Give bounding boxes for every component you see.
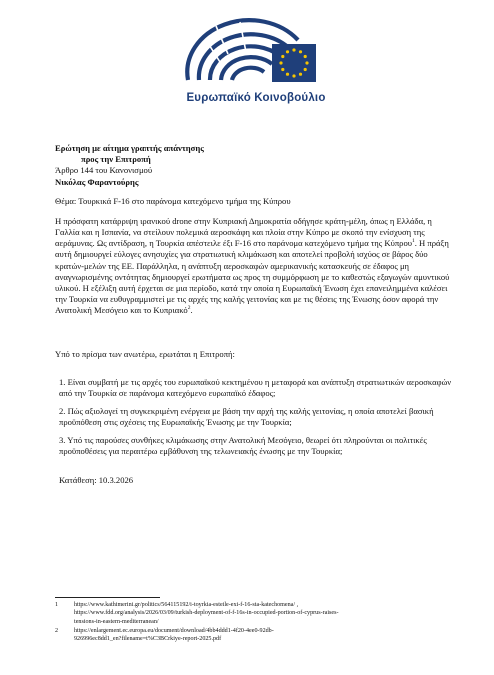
european-parliament-logo: [166, 18, 346, 110]
question-item-3: 3. Υπό τις παρούσες συνθήκες κλιμάκωσης στην Ανατολική Μεσόγειο, θεωρεί ότι πληρούνται οι πολιτικές προϋποθέσεις για περαιτέρω εμβάθυνση της τελωνειακής ένωσης με την Τουρκία;: [59, 435, 427, 457]
footnote-link-continuation[interactable]: 926996ec8dd1_en?filename=t%C3BCrkiye-report-2025.pdf: [74, 636, 222, 643]
hemicycle-emblem-icon: [176, 18, 336, 90]
paragraph-end: .: [190, 305, 193, 316]
footnote-1: [55, 601, 455, 626]
footnote-link[interactable]: https://www.kathimerini.gr/politics/564115192/i-toyrkia-esteile-exi-f-16-sta-katechomena/ ,: [74, 602, 299, 608]
footnote-separator: [55, 597, 160, 598]
footnote-link[interactable]: https://enlargement.ec.europa.eu/document/download/4bb4ddd1-4f20-4ee0-92db-: [74, 628, 274, 634]
paragraph-text: Η πρόσφατη κατάρριψη ιρανικού drone στην Κυπριακή Δημοκρατία οδήγησε κράτη-μέλη, όπως η Ελλάδα, η Γαλλία και η Ισπανία, να στείλουν πολεμικά αεροσκάφη και πλοία στην Κύπρο με σκοπό την ενίσχυση της αεράμυνας. Ως αντίδραση, η Τουρκία απέστειλε έξι F-16 στο παράνομα κατεχόμενο τμήμα της Κύπρου: [55, 216, 432, 249]
footnote-number: 2: [55, 628, 59, 634]
question-author: Νικόλας Φαραντούρης: [55, 176, 139, 187]
question-item-1: 1. Είναι συμβατή με τις αρχές του ευρωπαϊκού κεκτημένου η μεταφορά και ανάπτυξη στρατιωτικών αεροσκαφών από την Τουρκία σε παράνομα κατεχόμενο ευρωπαϊκό έδαφος;: [59, 377, 452, 399]
body-paragraph-1: [55, 216, 453, 316]
footnote-number: 1: [55, 602, 59, 608]
footnote-link[interactable]: https://www.fdd.org/analysis/2026/03/09/turkish-deployment-of-f-16s-in-occupied-portion-of-cyprus-raises-: [74, 610, 339, 617]
question-subject: Θέμα: Τουρκικά F-16 στο παράνομα κατεχόμενο τμήμα της Κύπρου: [55, 196, 291, 206]
footnote-ref-1[interactable]: 1: [412, 238, 415, 245]
question-type: Ερώτηση με αίτημα γραπτής απάντησης: [55, 143, 204, 153]
question-recipient: προς την Επιτροπή: [81, 154, 151, 165]
footnote-ref-2[interactable]: 2: [187, 305, 191, 312]
paragraph-text: . Η πράξη αυτή δημιουργεί εύλογες ανησυχίες για στρατιωτική κλιμάκωση και αποτελεί προβολή ισχύος σε βάρος δύο κρατών-μελών της ΕΕ. Παράλληλα, η ανάπτυξη αεροσκαφών αμερικανικής κατασκευής σε έδαφος μη αναγνωρισμένης οντότητας δημιουργεί ερωτήματα ως προς τη συμμόρφωση με το καθεστώς εξαγωγών αμυντικού υλικού. Η εξέλιξη αυτή έρχεται σε μια περίοδο, κατά την οποία η Ευρωπαϊκή Ένωση έχει επανειλημμένα καλέσει την Τουρκία να ευθυγραμμιστεί με τις αρχές της καλής γειτονίας και με τις θέσεις της Ένωσης όσον αφορά την Ανατολική Μεσόγειο και το Κυπριακό: [55, 238, 450, 316]
submission-date: Κατάθεση: 10.3.2026: [59, 475, 134, 485]
institution-name: Ευρωπαϊκό Κοινοβούλιο: [186, 92, 326, 104]
question-header: [55, 143, 204, 188]
body-paragraph-2: Υπό το πρίσμα των ανωτέρω, ερωτάται η Επιτροπή:: [55, 349, 235, 359]
rule-reference: Άρθρο 144 του Κανονισμού: [55, 165, 153, 176]
footnote-link-continuation[interactable]: tensions-in-eastern-mediterranean/: [74, 618, 159, 625]
question-item-2: 2. Πώς αξιολογεί τη συγκεκριμένη ενέργεια με βάση την αρχή της καλής γειτονίας, η οποία αποτελεί βασική προϋπόθεση στις σχέσεις της Ευρωπαϊκής Ένωσης με την Τουρκία;: [59, 406, 434, 428]
footnote-2: [55, 627, 455, 644]
